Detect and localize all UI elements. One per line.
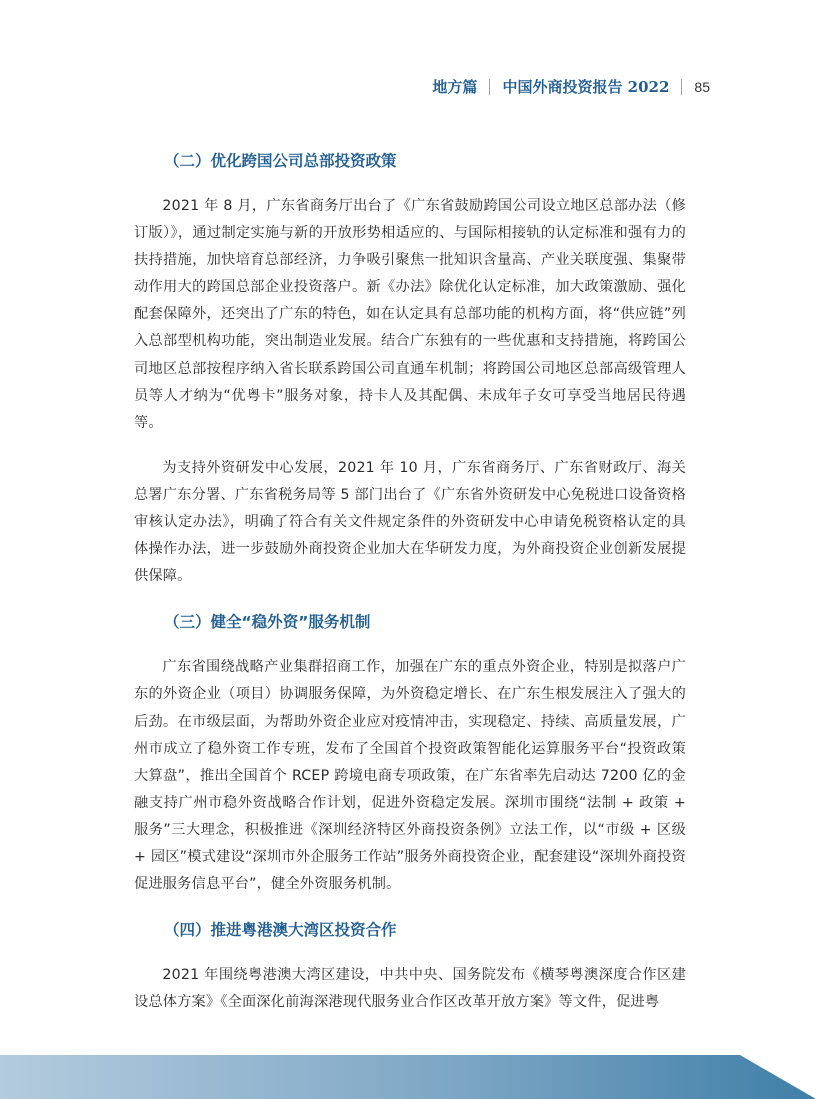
page-body	[134, 147, 686, 1016]
footer-band-graphic	[0, 1055, 816, 1099]
section-heading: （二）优化跨国公司总部投资政策	[164, 152, 397, 170]
paragraph: 2021 年围绕粤港澳大湾区建设，中共中央、国务院发布《横琴粤澳深度合作区建设总体方案》《全面深化前海深港现代服务业合作区改革开放方案》等文件，促进粤	[134, 967, 686, 1011]
section-heading: （四）推进粤港澳大湾区投资合作	[164, 921, 397, 940]
header-divider	[489, 79, 490, 95]
paragraph: 2021 年 8 月，广东省商务厅出台了《广东省鼓励跨国公司设立地区总部办法（修订版）》，通过制定实施与新的开放形势相适应的、与国际相接轨的认定标准和强有力的扶持措施，加快培育总部经济，力争吸引聚焦一批知识含量高、产业关联度强、集聚带动作用大的跨国总部企业投资落户。新《办法》除优化认定标准，加大政策激励、强化配套保障外，还突出了广东的特色，如在认定具有总部功能的机构方面，将“供应链”列入总部型机构功能，突出制造业发展。结合广东独有的一些优惠和支持措施，将跨国公司地区总部按程序纳入省长联系跨国公司直通车机制；将跨国公司地区总部高级管理人员等人才纳为“优粤卡”服务对象，持卡人及其配偶、未成年子女可享受当地居民待遇等。	[134, 198, 686, 431]
header-section: 地方篇	[432, 78, 478, 96]
paragraph: 广东省围绕战略产业集群招商工作，加强在广东的重点外资企业，特别是拟落户广东的外资企业（项目）协调服务保障，为外资稳定增长、在广东生根发展注入了强大的后劲。在市级层面，为帮助外资企业应对疫情冲击，实现稳定、持续、高质量发展，广州市成立了稳外资工作专班，发布了全国首个投资政策智能化运算服务平台“投资政策大算盘”，推出全国首个 RCEP 跨境电商专项政策，在广东省率先启动达 7200 亿的金融支持广州市稳外资战略合作计划，促进外资稳定发展。深圳市围绕“法制 + 政策 + 服务”三大理念，积极推进《深圳经济特区外商投资条例》立法工作，以“市级 + 区级 + 园区”模式建设“深圳市外企服务工作站”服务外商投资企业，配套建设“深圳外商投资促进服务信息平台”，健全外资服务机制。	[134, 659, 686, 893]
header-divider	[681, 79, 682, 95]
footer-decoration	[0, 1055, 816, 1099]
header-report-title: 中国外商投资报告 2022	[502, 78, 670, 96]
paragraph: 为支持外资研发中心发展，2021 年 10 月，广东省商务厅、广东省财政厅、海关总署广东分署、广东省税务局等 5 部门出台了《广东省外资研发中心免税进口设备资格审核认定办法》，明确了符合有关文件规定条件的外资研发中心申请免税资格认定的具体操作办法，进一步鼓励外商投资企业加大在华研发力度，为外商投资企业创新发展提供保障。	[134, 459, 686, 585]
section-heading: （三）健全“稳外资”服务机制	[164, 613, 371, 632]
running-header	[432, 76, 710, 97]
page-number: 85	[694, 78, 710, 95]
